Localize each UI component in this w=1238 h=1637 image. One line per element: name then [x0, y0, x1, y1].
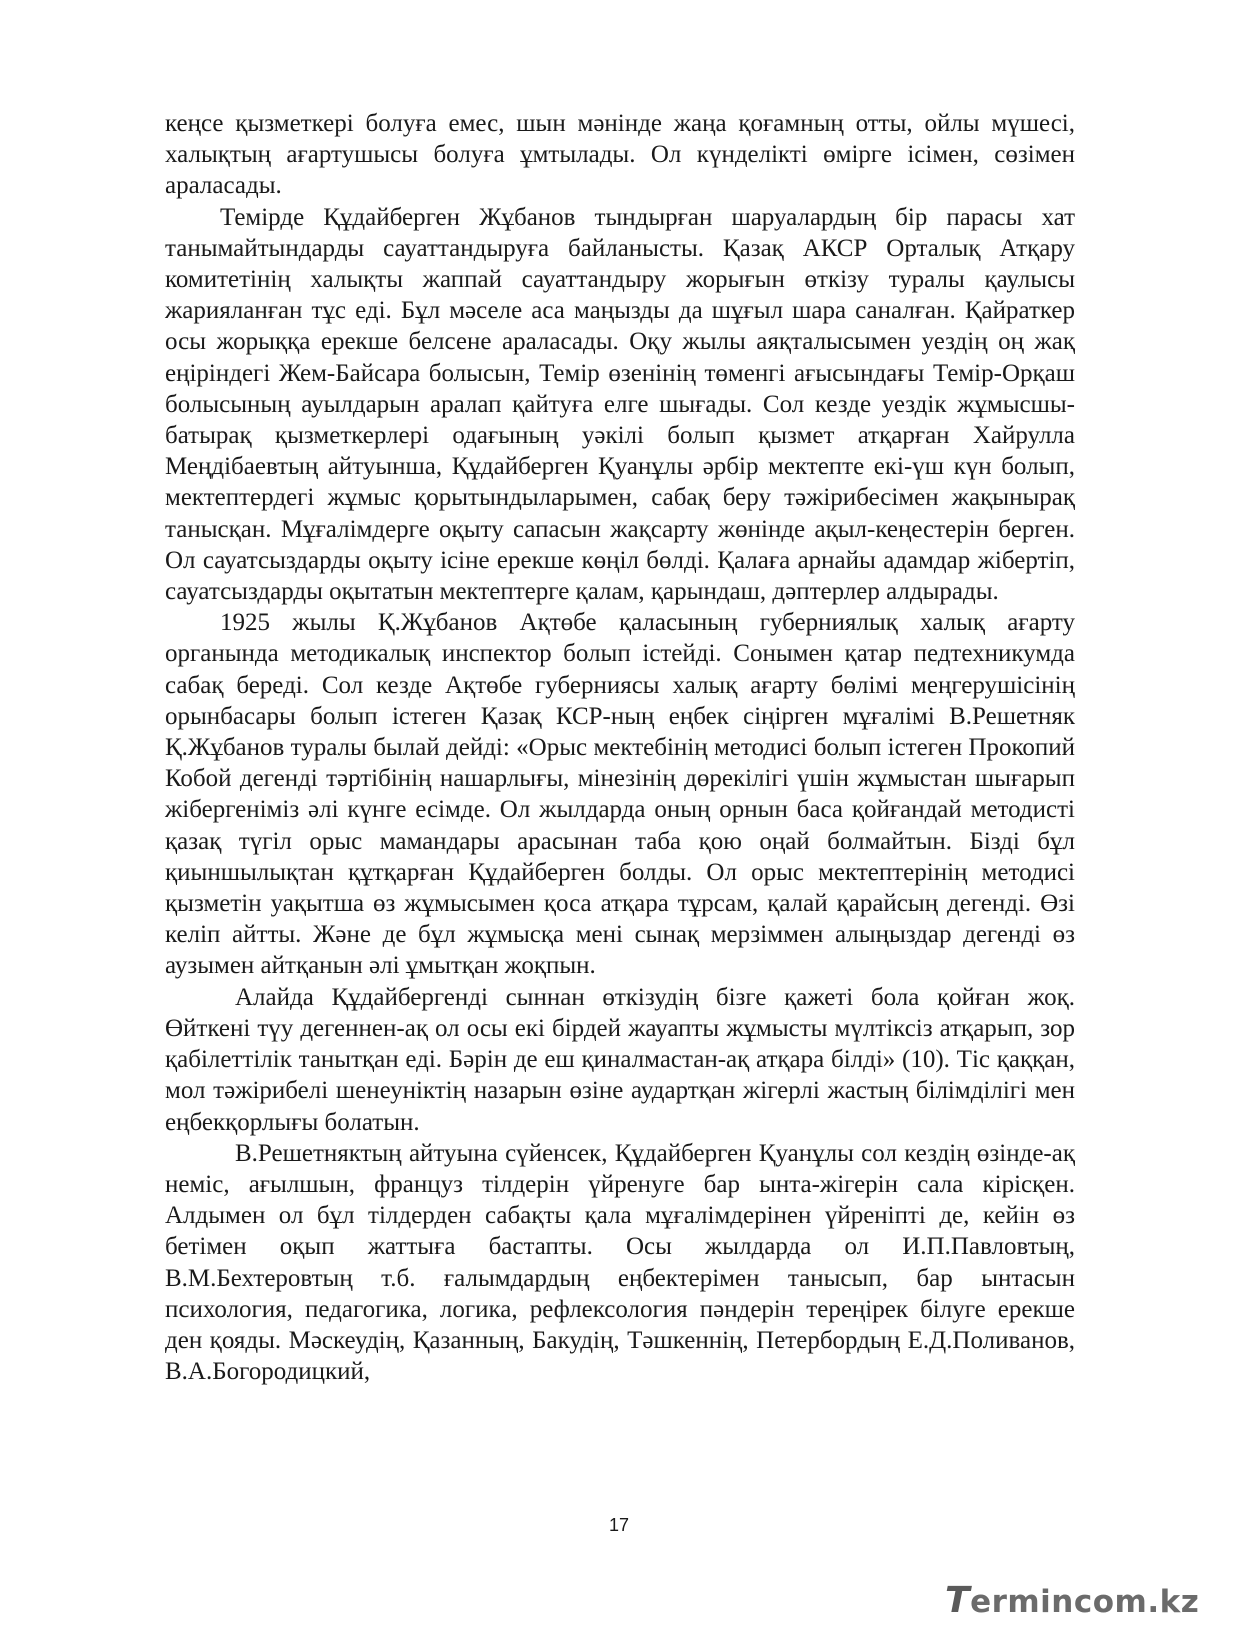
- watermark-text: ermincom.kz: [970, 1584, 1200, 1620]
- paragraph-2: Темірде Құдайберген Жұбанов тындырған шаруалардың бір парасы хат танымайтындарды сауаттандыруға байланысты. Қазақ АКСР Орталық Атқару комитетінің халықты жаппай сауаттандыру жорығын өткізу туралы қаулысы жарияланған тұс еді. Бұл мәселе аса маңызды да шұғыл шара саналған. Қайраткер осы жорыққа ерекше белсене араласады. Оқу жылы аяқталысымен уездің оң жақ еңіріндегі Жем-Байсара болысын, Темір өзенінің төменгі ағысындағы Темір-Орқаш болысының ауылдарын аралап қайтуға елге шығады. Сол кезде уездік жұмысшы-батырақ қызметкерлері одағының уәкілі болып қызмет атқарған Хайрулла Меңдібаевтың айтуынша, Құдайберген Қуанұлы әрбір мектепте екі-үш күн болып, мектептердегі жұмыс қорытындыларымен, сабақ беру тәжірибесімен жақынырақ танысқан. Мұғалімдерге оқыту сапасын жақсарту жөнінде ақыл-кеңестерін берген. Ол сауатсыздарды оқыту ісіне ерекше көңіл бөлді. Қалаға арнайы адамдар жібертіп, сауатсыздарды оқытатын мектептерге қалам, қарындаш, дәптерлер алдырады.: [165, 203, 1075, 606]
- watermark-initial: T: [945, 1580, 971, 1621]
- paragraph-1: кеңсе қызметкері болуға емес, шын мәнінде жаңа қоғамның отты, ойлы мүшесі, халықтың ағартушысы болуға ұмтылады. Ол күнделікті өмірге ісімен, сөзімен араласады.: [165, 110, 1075, 200]
- paragraph-3: 1925 жылы Қ.Жұбанов Ақтөбе қаласының губерниялық халық ағарту органында методикалық инспектор болып істейді. Сонымен қатар педтехникумда сабақ береді. Сол кезде Ақтөбе губерниясы халық ағарту бөлімі меңгерушісінің орынбасары болып істеген Қазақ КСР-ның еңбек сіңірген мұғалімі В.Решетняк Қ.Жұбанов туралы былай дейді: «Орыс мектебінің методисі болып істеген Прокопий Кобой дегенді тәртібінің нашарлығы, мінезінің дөрекілігі үшін жұмыстан шығарып жібергеніміз әлі күнге есімде. Ол жылдарда оның орнын баса қойғандай методисті қазақ түгіл орыс мамандары арасынан таба қою оңай болмайтын. Бізді бұл қиыншылықтан құтқарған Құдайберген болды. Ол орыс мектептерінің методисі қызметін уақытша өз жұмысымен қоса атқара тұрсам, қалай қарайсың дегенді. Өзі келіп айтты. Және де бұл жұмысқа мені сынақ мерзіммен алыңыздар дегенді өз аузымен айтқанын әлі ұмытқан жоқпын.: [165, 609, 1075, 980]
- terminkom-watermark-logo: [945, 1580, 1199, 1621]
- page-number: 17: [608, 1515, 630, 1535]
- document-body: [165, 108, 1075, 1387]
- paragraph-4: Алайда Құдайбергенді сыннан өткізудің бізге қажеті бола қойған жоқ. Өйткені түу дегеннен-ақ ол осы екі бірдей жауапты жұмысты мүлтіксіз атқарып, зор қабілеттілік танытқан еді. Бәрін де еш қиналмастан-ақ атқара білді» (10). Тіс қаққан, мол тәжірибелі шенеуніктің назарын өзіне аудартқан жігерлі жастың білімділігі мен еңбекқорлығы болатын.: [165, 983, 1075, 1136]
- paragraph-5: В.Решетняктың айтуына сүйенсек, Құдайберген Қуанұлы сол кездің өзінде-ақ неміс, ағылшын, француз тілдерін үйренуге бар ынта-жігерін сала кірісқен. Алдымен ол бұл тілдерден сабақты қала мұғалімдерінен үйреніпті де, кейін өз бетімен оқып жаттыға бастапты. Осы жылдарда ол И.П.Павловтың, В.М.Бехтеровтың т.б. ғалымдардың еңбектерімен танысып, бар ынтасын психология, педагогика, логика, рефлексология пәндерін тереңірек білуге ерекше ден қояды. Мәскеудің, Қазанның, Бакудің, Тәшкеннің, Петербордың Е.Д.Поливанов, В.А.Богородицкий,: [165, 1139, 1075, 1386]
